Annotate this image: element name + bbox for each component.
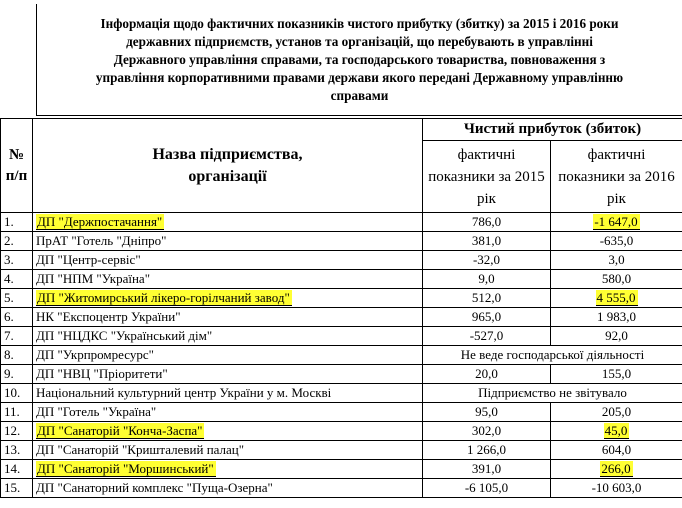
row-number: 6. — [1, 308, 33, 327]
header-num-line1: № — [8, 146, 25, 163]
row-value-2016-text: -10 603,0 — [591, 480, 642, 495]
row-value-2015: 381,0 — [423, 232, 551, 251]
title-line: Державного управління справами, та господарського товариства, повноваження з — [113, 52, 606, 67]
row-value-2016 — [551, 308, 682, 327]
row-name-text: Національний культурний центр України у м. Москві — [36, 385, 332, 400]
row-value-2015: 391,0 — [423, 460, 551, 479]
row-value-2016-text: 45,0 — [604, 423, 628, 438]
table-row — [1, 346, 682, 365]
table-row — [1, 308, 682, 327]
row-name-text: ДП "НВЦ "Пріоритети" — [36, 366, 168, 381]
row-value-2015: -32,0 — [423, 251, 551, 270]
row-value-2016 — [551, 232, 682, 251]
row-name-text: ДП "НЦДКС "Український дім" — [36, 328, 213, 343]
table-row — [1, 232, 682, 251]
row-name-text: ДП "Готель "Україна" — [36, 404, 157, 419]
row-name-text: ПрАТ "Готель "Дніпро" — [36, 233, 167, 248]
row-name — [33, 232, 423, 251]
row-value-2016-text: 3,0 — [608, 252, 625, 267]
row-value-2016 — [551, 251, 682, 270]
header-group: Чистий прибуток (збиток) — [423, 119, 682, 141]
row-value-2016-text: 4 555,0 — [596, 290, 636, 305]
row-number: 11. — [1, 403, 33, 422]
row-name — [33, 213, 423, 232]
row-value-2015: 965,0 — [423, 308, 551, 327]
row-name — [33, 327, 423, 346]
row-status: Підприємство не звітувало — [423, 384, 682, 403]
row-value-2016-text: 205,0 — [601, 404, 632, 419]
row-value-2015: 1 266,0 — [423, 441, 551, 460]
table-row — [1, 213, 682, 232]
row-value-2016 — [551, 365, 682, 384]
row-value-2016-text: 1 983,0 — [597, 309, 636, 324]
title-line: управління корпоративними правами держави якого передані Державному управлінню — [95, 70, 624, 85]
table-row — [1, 384, 682, 403]
row-name-text: ДП "Укрпромресурс" — [36, 347, 154, 362]
header-2015: фактичні показники за 2015 рік — [423, 141, 551, 213]
row-number: 15. — [1, 479, 33, 498]
profit-table — [0, 118, 682, 498]
row-name — [33, 460, 423, 479]
row-number: 3. — [1, 251, 33, 270]
title-line: Інформація щодо фактичних показників чистого прибутку (збитку) за 2015 і 2016 роки — [100, 16, 619, 31]
row-name — [33, 479, 423, 498]
row-name — [33, 365, 423, 384]
row-number: 12. — [1, 422, 33, 441]
row-value-2016 — [551, 327, 682, 346]
header-num-line2: п/п — [5, 167, 28, 184]
table-row — [1, 460, 682, 479]
row-value-2016 — [551, 403, 682, 422]
row-number: 13. — [1, 441, 33, 460]
row-value-2015: 95,0 — [423, 403, 551, 422]
row-name — [33, 270, 423, 289]
row-value-2015: 512,0 — [423, 289, 551, 308]
row-name-text: ДП "Центр-сервіс" — [36, 252, 141, 267]
table-row — [1, 289, 682, 308]
row-value-2016 — [551, 422, 682, 441]
row-number: 9. — [1, 365, 33, 384]
row-name — [33, 384, 423, 403]
row-name — [33, 289, 423, 308]
row-value-2016-text: 92,0 — [605, 328, 628, 343]
row-name-text: ДП "НПМ "Україна" — [36, 271, 150, 286]
row-value-2016 — [551, 460, 682, 479]
table-row — [1, 422, 682, 441]
row-value-2015: -527,0 — [423, 327, 551, 346]
row-value-2016 — [551, 479, 682, 498]
row-value-2016 — [551, 213, 682, 232]
row-name-text: НК "Експоцентр України" — [36, 309, 181, 324]
row-value-2016-text: 580,0 — [601, 271, 632, 286]
row-value-2015: 20,0 — [423, 365, 551, 384]
row-value-2016-text: 155,0 — [601, 366, 632, 381]
row-value-2016-text: 604,0 — [601, 442, 632, 457]
row-name-text: ДП "Санаторний комплекс "Пуща-Озерна" — [36, 480, 273, 495]
row-number: 10. — [1, 384, 33, 403]
title-line: справами — [330, 88, 389, 103]
row-name — [33, 403, 423, 422]
row-number: 4. — [1, 270, 33, 289]
header-num — [1, 119, 33, 213]
row-name — [33, 251, 423, 270]
row-name-text: ДП "Санаторій "Кришталевий палац" — [36, 442, 245, 457]
table-row — [1, 251, 682, 270]
row-value-2016-text: -635,0 — [599, 233, 634, 248]
table-row — [1, 479, 682, 498]
row-name-text: ДП "Житомирський лікеро-горілчаний завод" — [37, 290, 290, 305]
row-number: 7. — [1, 327, 33, 346]
table-row — [1, 441, 682, 460]
header-name — [33, 119, 423, 213]
header-row — [1, 119, 682, 141]
table-row — [1, 365, 682, 384]
row-name — [33, 308, 423, 327]
row-value-2016 — [551, 289, 682, 308]
row-number: 1. — [1, 213, 33, 232]
row-value-2015: 786,0 — [423, 213, 551, 232]
row-value-2015: -6 105,0 — [423, 479, 551, 498]
row-value-2015: 302,0 — [423, 422, 551, 441]
header-name-line2: організації — [188, 167, 267, 185]
row-name — [33, 422, 423, 441]
header-name-line1: Назва підприємства, — [152, 145, 303, 163]
table-row — [1, 403, 682, 422]
row-number: 5. — [1, 289, 33, 308]
row-name-text: ДП "Санаторій "Конча-Заспа" — [37, 423, 203, 438]
row-name-text: ДП "Держпостачання" — [37, 214, 163, 229]
row-value-2016-text: -1 647,0 — [594, 214, 638, 229]
row-number: 14. — [1, 460, 33, 479]
title-line: державних підприємств, установ та організацій, що перебувають в управлінні — [126, 34, 593, 49]
row-name — [33, 441, 423, 460]
row-status: Не веде господарської діяльності — [423, 346, 682, 365]
table-row — [1, 270, 682, 289]
row-name — [33, 346, 423, 365]
row-number: 2. — [1, 232, 33, 251]
row-value-2016 — [551, 270, 682, 289]
row-value-2016-text: 266,0 — [601, 461, 631, 476]
row-value-2016 — [551, 441, 682, 460]
table-row — [1, 327, 682, 346]
row-number: 8. — [1, 346, 33, 365]
report-title — [36, 4, 682, 116]
row-name-text: ДП "Санаторій "Моршинський" — [37, 461, 214, 476]
row-value-2015: 9,0 — [423, 270, 551, 289]
header-2016: фактичні показники за 2016 рік — [551, 141, 682, 213]
